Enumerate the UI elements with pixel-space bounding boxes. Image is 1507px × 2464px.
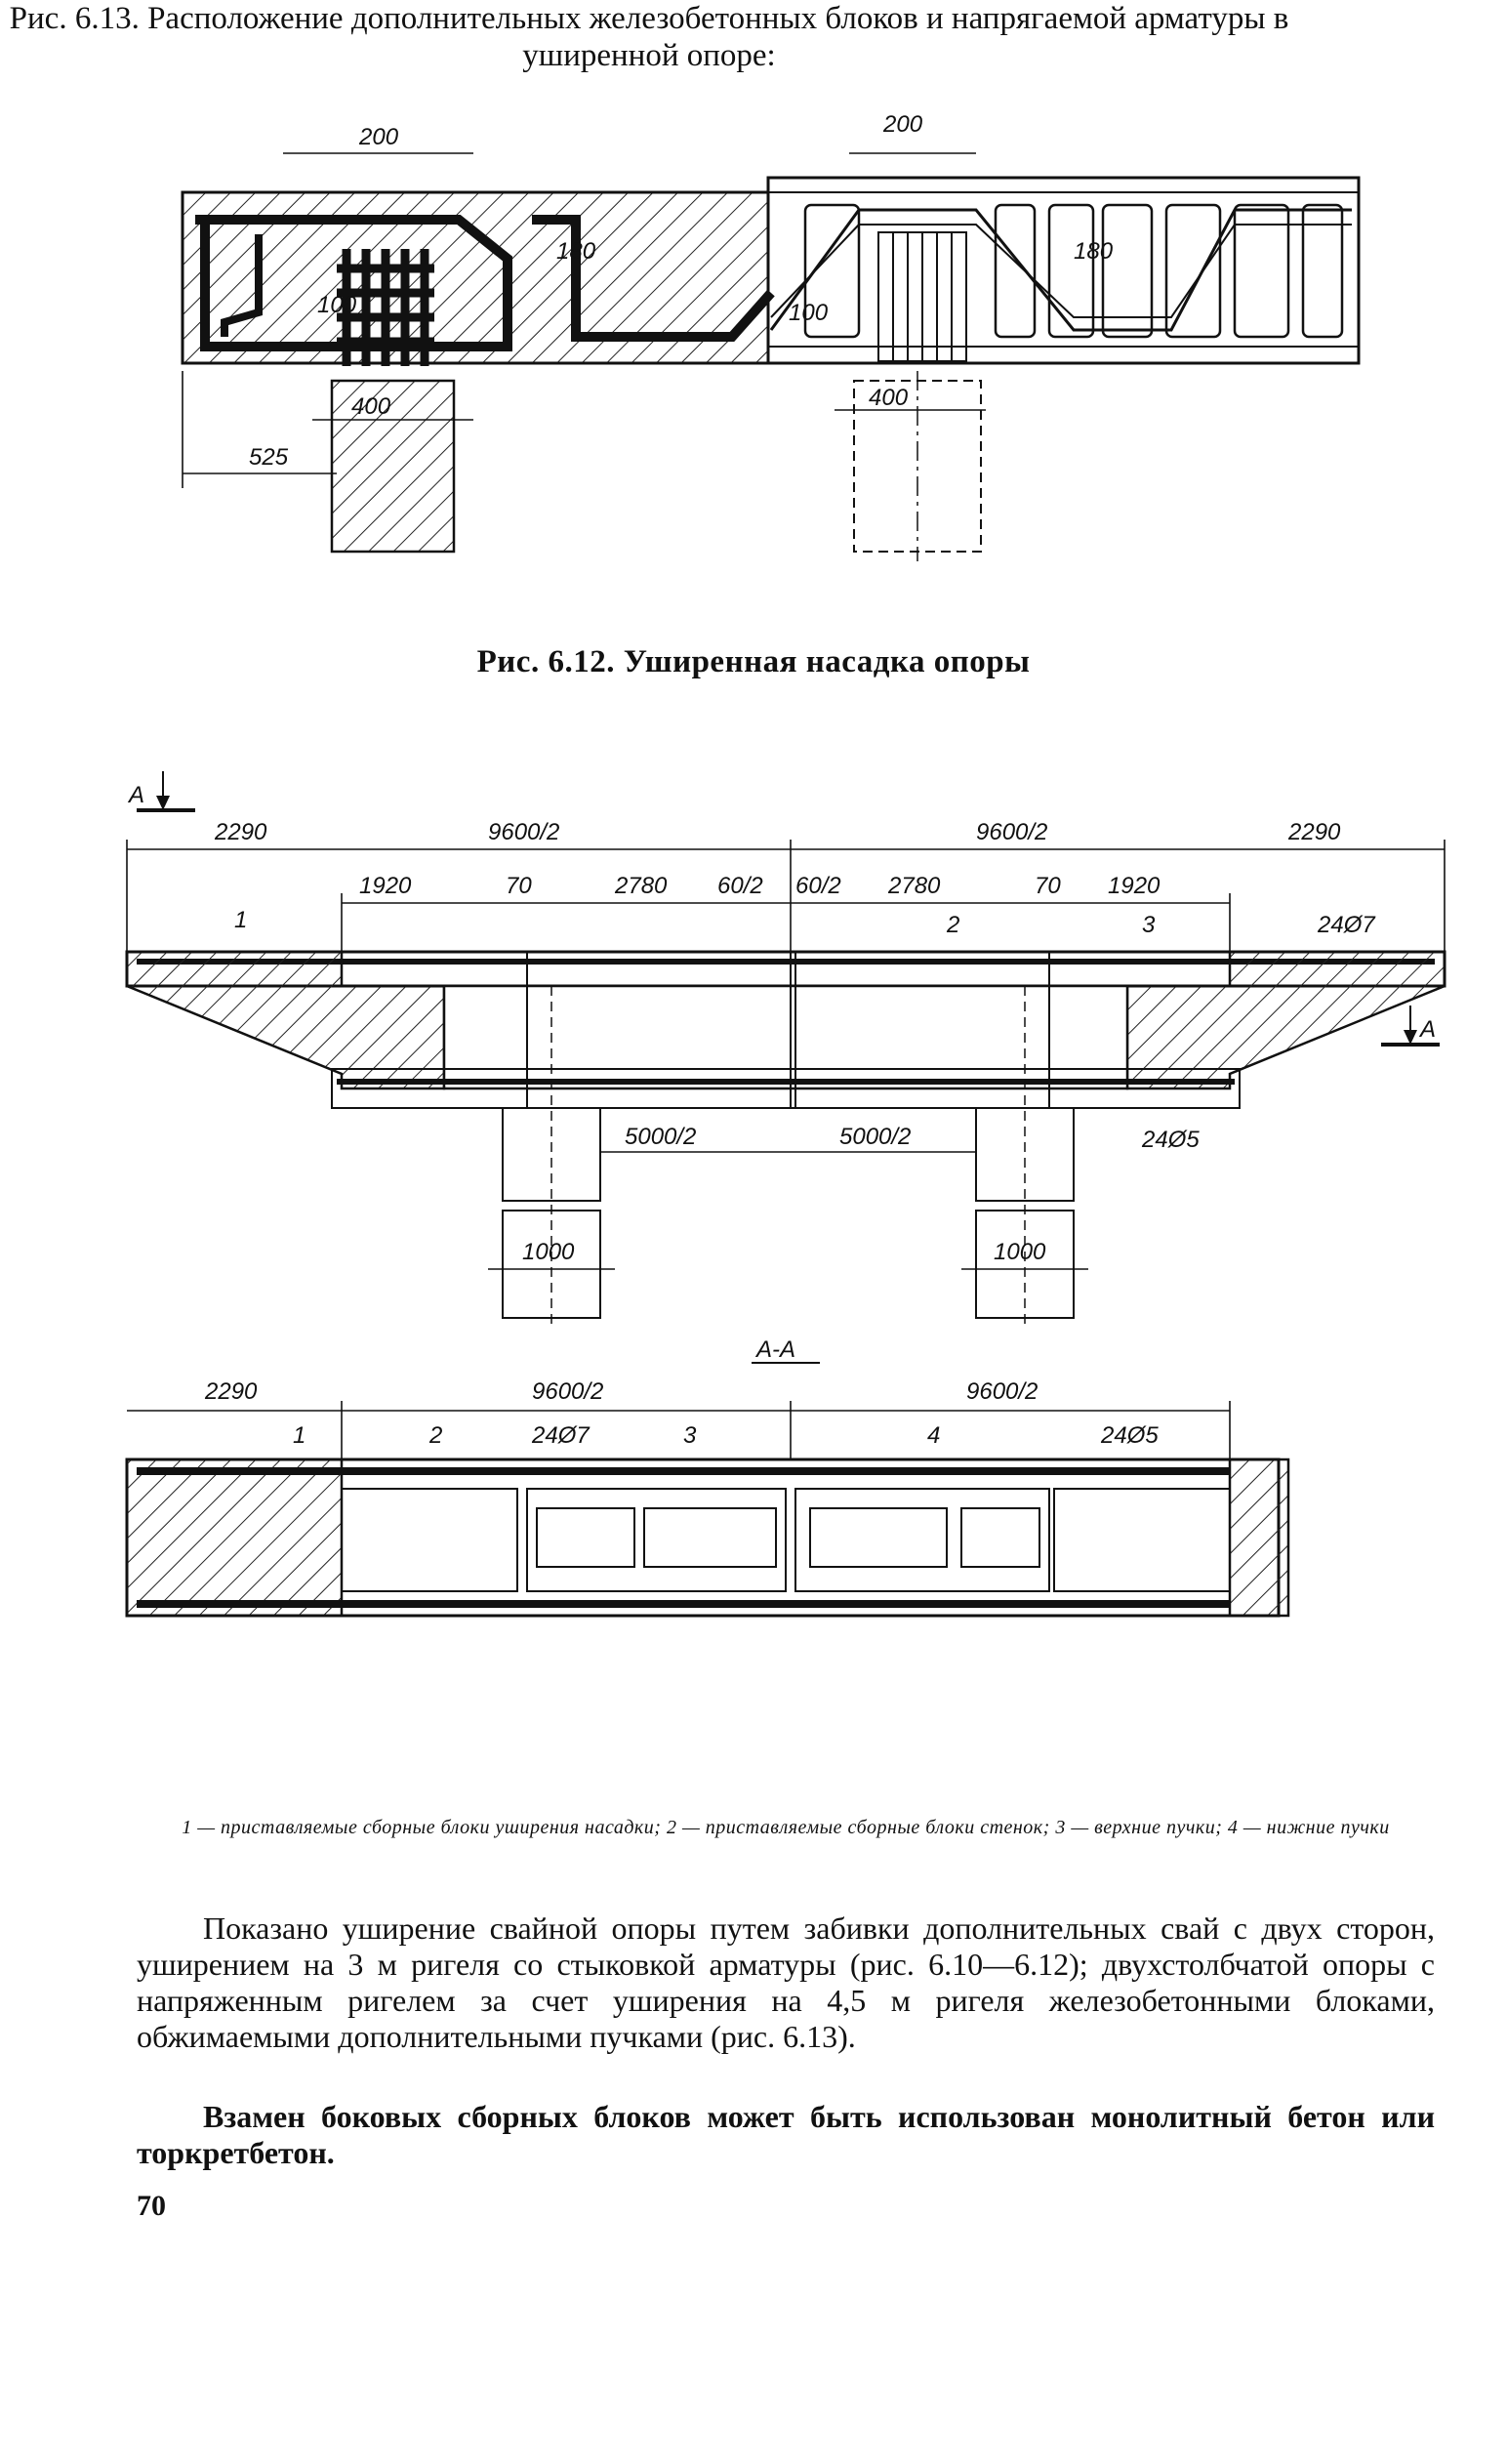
dim-525: 525 (249, 444, 289, 471)
dim-180-left: 180 (556, 238, 596, 265)
top-dim-9600-left: 9600/2 (488, 819, 560, 845)
section-mark-right: A (1420, 1016, 1437, 1043)
section-dim-9600-right: 9600/2 (966, 1378, 1039, 1405)
sub-dim-60-right: 60/2 (795, 873, 841, 899)
figure-6-13-legend: 1 — приставляемые сборные блоки уширения насадки; 2 — приставляемые сборные блоки стенок; 3 — верхние пучки; 4 — нижние пучки (182, 1817, 1390, 1838)
pier-width-right: 1000 (994, 1239, 1046, 1265)
body-paragraph-2: Взамен боковых сборных блоков может быть использован монолитный бетон или торкретбетон. (137, 2099, 1435, 2170)
rebar-top-label: 24Ø7 (1318, 912, 1375, 938)
rebar-bottom-label: 24Ø5 (1142, 1127, 1200, 1153)
dim-100-left: 100 (317, 292, 357, 318)
figure-6-12 (183, 111, 1359, 561)
dim-400-left: 400 (351, 393, 391, 420)
sub-dim-60-left: 60/2 (717, 873, 763, 899)
dim-400-right: 400 (869, 385, 909, 411)
label-2: 2 (947, 912, 960, 938)
figure-6-13-caption: Рис. 6.13. Расположение дополнительных железобетонных блоков и напрягаемой арматуры в уширенной опоре: (9, 1, 1289, 73)
pier-dim-left: 5000/2 (625, 1124, 697, 1150)
section-label-3: 3 (683, 1422, 697, 1449)
section-label-1: 1 (293, 1422, 306, 1449)
sub-dim-2780-left: 2780 (615, 873, 668, 899)
sub-dim-70-right: 70 (1035, 873, 1061, 899)
section-title: А-А (756, 1336, 796, 1363)
section-label-24f5: 24Ø5 (1101, 1422, 1159, 1449)
section-dim-2290: 2290 (205, 1378, 258, 1405)
dim-100-right: 100 (789, 300, 829, 326)
sub-dim-1920-left: 1920 (359, 873, 412, 899)
section-label-24f7: 24Ø7 (532, 1422, 590, 1449)
figure-6-12-caption: Рис. 6.12. Уширенная насадка опоры (476, 644, 1031, 679)
dim-200-left: 200 (359, 124, 399, 150)
dim-200-right: 200 (883, 111, 923, 138)
section-dim-9600-left: 9600/2 (532, 1378, 604, 1405)
pier-dim-right: 5000/2 (839, 1124, 912, 1150)
sub-dim-1920-right: 1920 (1108, 873, 1161, 899)
top-dim-2290-left: 2290 (215, 819, 267, 845)
section-label-4: 4 (927, 1422, 941, 1449)
label-1: 1 (234, 907, 248, 933)
dim-180-right: 180 (1074, 238, 1114, 265)
sub-dim-70-left: 70 (506, 873, 532, 899)
top-dim-9600-right: 9600/2 (976, 819, 1048, 845)
pier-width-left: 1000 (522, 1239, 575, 1265)
top-dim-2290-right: 2290 (1288, 819, 1341, 845)
figure-6-13-section (127, 1336, 1288, 1616)
label-3: 3 (1142, 912, 1156, 938)
page-number: 70 (137, 2190, 166, 2222)
figure-6-13-elevation (127, 771, 1445, 1328)
section-mark-left: A (129, 782, 145, 808)
sub-dim-2780-right: 2780 (888, 873, 941, 899)
section-label-2: 2 (429, 1422, 443, 1449)
body-paragraph-1: Показано уширение свайной опоры путем забивки дополнительных свай с двух сторон, уширением на 3 м ригеля со стыковкой арматуры (рис. 6.10—6.12); двухстолбчатой опоры с напряженным ригелем за счет уширения на 4,5 м ригеля железобетонными блоками, обжимаемыми дополнительными пучками (рис. 6.13). (137, 1910, 1435, 2054)
